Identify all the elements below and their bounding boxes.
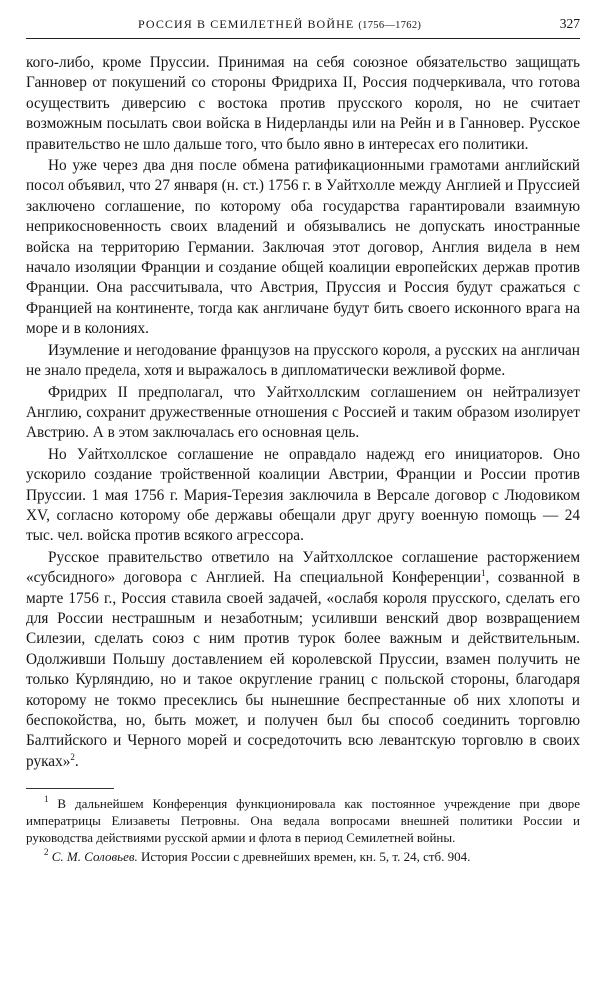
running-head-years: (1756—1762) bbox=[358, 20, 422, 31]
running-head bbox=[138, 17, 421, 32]
paragraph-versailles: Но Уайтхоллское соглашение не оправдало надежд его инициаторов. Оно ускорило создание тройственной коалиции Австрии, Франции и России против Пруссии. 1 мая 1756 г. Мария-Терезия заключила в Версале договор с Людовиком XV, согласно которому обе державы обещали друг другу военную помощь — 24 тыс. чел. войска против всякого агрессора. bbox=[26, 445, 580, 545]
paragraph-russian-response bbox=[26, 548, 580, 772]
footnote-marker-1: 1 bbox=[44, 794, 49, 805]
footnote-ref-1[interactable]: 1 bbox=[481, 568, 486, 579]
footnote-2-text: История России с древнейших времен, кн. 5, т. 24, стб. 904. bbox=[141, 849, 471, 865]
footnotes bbox=[26, 795, 580, 865]
running-head-title: РОССИЯ В СЕМИЛЕТНЕЙ ВОЙНЕ bbox=[138, 17, 355, 31]
paragraph-text-part2: , созванной в марте 1756 г., Россия ставила своей задачей, «ослабя короля прусского, сделать его для России нестрашным и незаботным; усиливши венский двор возвращением Силезии, сделать союз с ним против турок более важным и действительным. Одолживши Польшу доставлением ей королевской Пруссии, взамен получить не только Курляндию, но и такое округление границ с польской стороны, благодаря которому не токмо пресеклись бы нынешние беспрестанные об них хлопоты и беспокойства, но, быть может, и получен был бы способ соединить торговлю Балтийского и Черного морей и сосредоточить всю левантскую торговлю в своих руках» bbox=[26, 569, 580, 770]
book-page bbox=[26, 14, 580, 865]
paragraph-whitehall-convention: Но уже через два дня после обмена ратификационными грамотами английский посол объявил, что 27 января (н. ст.) 1756 г. в Уайтхолле между Англией и Пруссией заключено соглашение, по которому оба государства гарантировали взаимную неприкосновенность своих владений и обязывались не допускать иностранные войска на территорию Германии. Заключая этот договор, Англия видела в нем начало изоляции Франции и создание общей коалиции европейских держав против Франции. Она рассчитывала, что Австрия, Пруссия и Россия будут сражаться с Францией на континенте, тогда как англичане будут бить своего исконного врага на море и в колониях. bbox=[26, 157, 580, 338]
paragraph-text-part3: . bbox=[74, 752, 79, 770]
paragraph-frederick: Фридрих II предполагал, что Уайтхоллским соглашением он нейтрализует Англию, сохранит дружественные отношения с Россией и таким образом изолирует Австрию. А в этом заключалась его основная цель. bbox=[26, 383, 580, 442]
footnote-ref-2[interactable]: 2 bbox=[70, 751, 75, 762]
footnote-1-text: В дальнейшем Конференция функционировала как постоянное учреждение при дворе императрицы Елизаветы Петровны. Она ведала вопросами внешней политики России и руководства действиями русской армии и флота в период Семилетней войны. bbox=[26, 796, 580, 846]
paragraph-continued: кого-либо, кроме Пруссии. Принимая на себя союзное обязательство защищать Ганновер от покушений со стороны Фридриха II, Россия подчеркивала, что готова осуществить диверсию с востока против прусского короля, но не считает возможным посылать свои войска в Нидерланды или на Рейн и в Ганновер. Русское правительство не шло дальше того, что было явно в интересах его политики. bbox=[26, 54, 580, 153]
footnote-marker-2: 2 bbox=[44, 847, 49, 858]
paragraph-text-part1: Русское правительство ответило на Уайтхоллское соглашение расторжением «субсидного» договора с Англией. На специальной Конференции bbox=[26, 548, 580, 587]
main-text bbox=[26, 53, 580, 772]
paragraph-reaction: Изумление и негодование французов на прусского короля, а русских на англичан не знало предела, хотя и выражалось в дипломатически вежливой форме. bbox=[26, 341, 580, 380]
footnote-1 bbox=[26, 795, 580, 846]
page-header bbox=[26, 14, 580, 39]
footnote-2-author: С. М. Соловьев. bbox=[51, 849, 138, 865]
footnote-divider bbox=[26, 788, 114, 789]
page-number: 327 bbox=[559, 16, 580, 31]
footnote-2 bbox=[26, 848, 580, 865]
